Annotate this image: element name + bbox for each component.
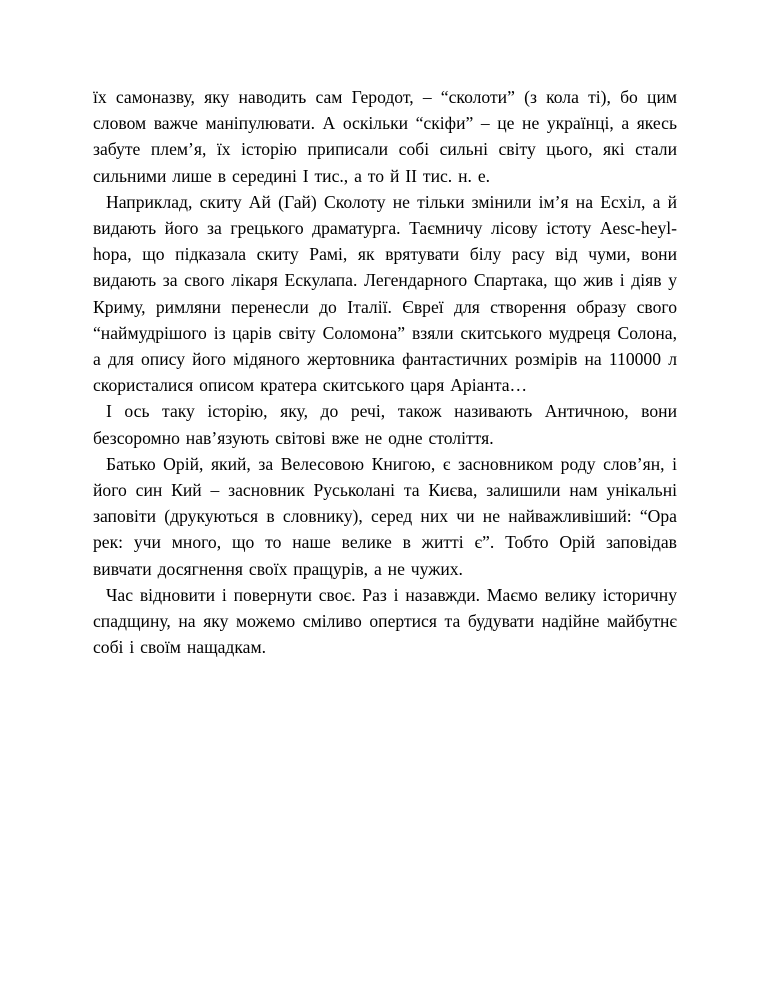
paragraph: І ось таку історію, яку, до речі, також називають Античною, вони безсоромно нав’язують світові вже не одне століття.: [93, 401, 677, 448]
paragraph: Наприклад, скиту Ай (Гай) Сколоту не тільки змінили ім’я на Есхіл, а й видають його за грецького драматурга. Таємничу лісову істоту Aesc-heyl-hopa, що підказала скиту Рамі, як врятувати білу расу від чуми, вони видають за свого лікаря Ескулапа. Легендарного Спартака, що жив і діяв у Криму, римляни перенесли до Італії. Євреї для створення образу свого “наймудрішого із царів світу Соломона” взяли скитського мудреця Солона, а для опису його мідяного жертовника фантастичних розмірів на 110000 л скористалися описом кратера скитського царя Аріанта…: [93, 191, 677, 396]
paragraph: Батько Орій, який, за Велесовою Книгою, є засновником роду слов’ян, і його син Кий – засновник Руськолані та Києва, залишили нам унікальні заповіти (друкуються в словнику), серед них чи не найважливіший: “Ора рек: учи много, що то наше велике в житті є”. Тобто Орій заповідав вивчати досягнення своїх пращурів, а не чужих.: [93, 453, 677, 579]
page-text-block: [93, 84, 677, 660]
paragraph: їх самоназву, яку наводить сам Геродот, – “сколоти” (з кола ті), бо цим словом важче маніпулювати. А оскільки “скіфи” – це не українці, а якесь забуте плем’я, їх історію приписали собі сильні світу цього, які стали сильними лише в середині I тис., а то й II тис. н. е.: [93, 87, 677, 186]
paragraph: Час відновити і повернути своє. Раз і назавжди. Маємо велику історичну спадщину, на яку можемо сміливо опертися та будувати надійне майбутнє собі і своїм нащадкам.: [93, 584, 677, 658]
